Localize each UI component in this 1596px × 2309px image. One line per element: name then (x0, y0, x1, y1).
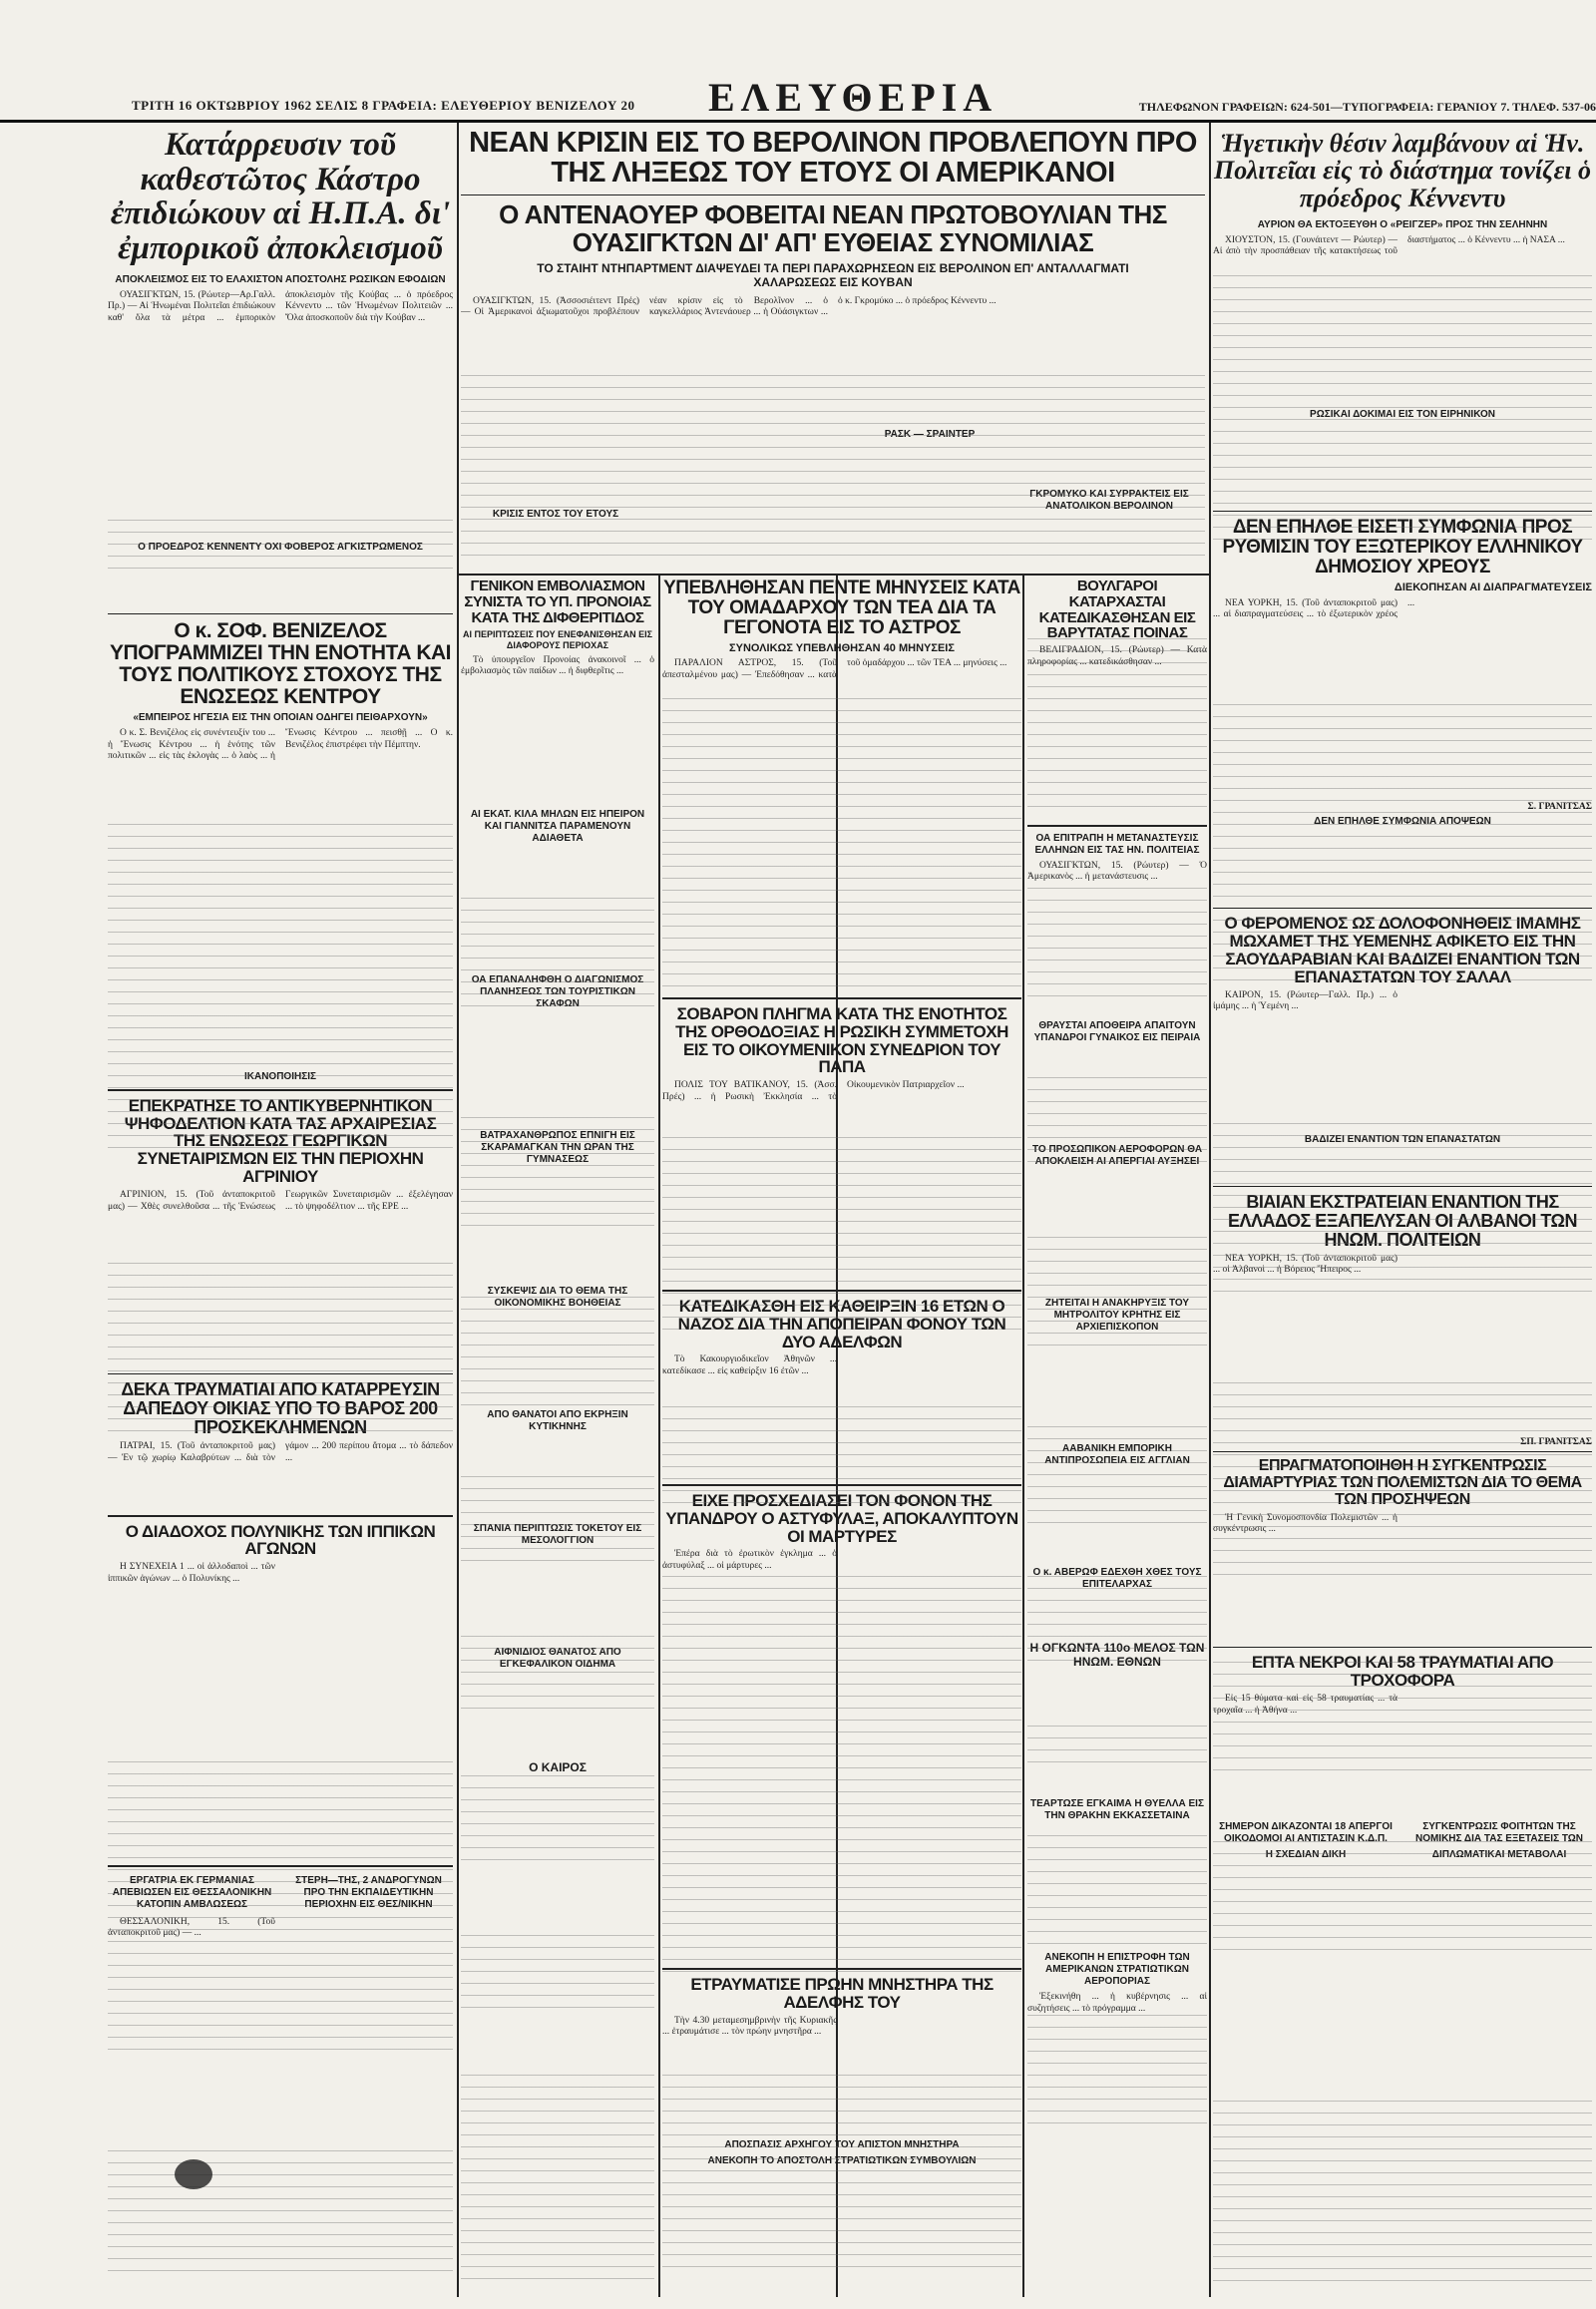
headline: ΣΟΒΑΡΟΝ ΠΛΗΓΜΑ ΚΑΤΑ ΤΗΣ ΕΝΟΤΗΤΟΣ ΤΗΣ ΟΡΘΟΔΟΞΙΑΣ Η ΡΩΣΙΚΗ ΣΥΜΜΕΤΟΧΗ ΕΙΣ ΤΟ ΟΙΚΟΥΜΕΝΙΚΟΝ ΣΥΝΕΔΡΙΟΝ ΤΟΥ ΠΑΠΑ (675, 1003, 1008, 1077)
kicker: ΑΠΟΣΠΑΣΙΣ ΑΡΧΗΓΟΥ ΤΟΥ ΑΠΙΣΤΟΝ ΜΝΗΣΤΗΡΑ (724, 2138, 960, 2150)
section-rule (662, 1968, 1021, 1970)
text-lines (461, 1476, 654, 1566)
text-lines (1213, 2101, 1592, 2290)
subheadline: ΑΥΡΙΟΝ ΘΑ ΕΚΤΟΞΕΥΘΗ Ο «ΡΕΙΓΖΕΡ» ΠΡΟΣ ΤΗΝ ΣΕΛΗΝΗΝ (1257, 218, 1548, 230)
section-rule (1027, 825, 1207, 827)
text-lines (662, 1406, 1021, 1506)
kicker: ΑΝΕΚΟΠΗ Η ΕΠΙΣΤΡΟΦΗ ΤΩΝ ΑΜΕΡΙΚΑΝΩΝ ΣΤΡΑΤΙΩΤΙΚΩΝ ΑΕΡΟΠΟΡΙΑΣ (1044, 1952, 1190, 1988)
text-lines (461, 898, 654, 1017)
kicker: ΘΡΑΥΣΤΑΙ ΑΠΟΘΕΙΡΑ ΑΠΑΙΤΟΥΝ ΥΠΑΝΔΡΟΙ ΓΥΝΑΙΚΟΣ ΕΙΣ ΠΕΙΡΑΙΑ (1033, 1019, 1201, 1043)
text-lines (461, 1117, 654, 1227)
text-lines (1213, 704, 1592, 986)
headline: ΒΙΑΙΑΝ ΕΚΣΤΡΑΤΕΙΑΝ ΕΝΑΝΤΙΟΝ ΤΗΣ ΕΛΛΑΔΟΣ ΕΞΑΠΕΛΥΣΑΝ ΟΙ ΑΛΒΑΝΟΙ ΤΩΝ ΗΝΩΜ. ΠΟΛΙΤΕΙΩΝ (1228, 1192, 1577, 1250)
article-body: ΘΕΣΣΑΛΟΝΙΚΗ, 15. (Τοῦ ἀνταποκριτοῦ μας) — ... (108, 1916, 275, 1939)
kicker: ΣΠΑΝΙΑ ΠΕΡΙΠΤΩΣΙΣ ΤΟΚΕΤΟΥ ΕΙΣ ΜΕΣΟΛΟΓΓΙΟΝ (473, 1522, 642, 1546)
headline: Ο ΦΕΡΟΜΕΝΟΣ ΩΣ ΔΟΛΟΦΟΝΗΘΕΙΣ ΙΜΑΜΗΣ ΜΩΧΑΜΕΤ ΤΗΣ ΥΕΜΕΝΗΣ ΑΦΙΚΕΤΟ ΕΙΣ ΤΗΝ ΣΑΟΥΔΑΡΑΒΙΑΝ ΚΑΙ ΒΑΔΙΖΕΙ ΕΝΑΝΤΙΟΝ ΤΩΝ ΕΠΑΝΑΣΤΑΤΩΝ ΤΟΥ ΣΑΛΑΛ (1224, 914, 1581, 986)
kicker: ΔΕΝ ΕΠΗΛΘΕ ΣΥΜΦΩΝΙΑ ΑΠΟΨΕΩΝ (1314, 815, 1491, 827)
article-body: ΠΑΤΡΑΙ, 15. (Τοῦ ἀνταποκριτοῦ μας) — Ἐν τῷ χωρίῳ Καλαβρύτων ... διὰ τὸν γάμον ... 200 περίπου ἄτομα ... τὸ δάπεδον ... (108, 1441, 453, 1463)
kicker: ΣΥΣΚΕΨΙΣ ΔΙΑ ΤΟ ΘΕΜΑ ΤΗΣ ΟΙΚΟΝΟΜΙΚΗΣ ΒΟΗΘΕΙΑΣ (487, 1285, 628, 1309)
article-body: ΚΑΪΡΟΝ, 15. (Ρώυτερ—Γαλλ. Πρ.) ... ὁ ἰμάμης ... ἡ Ὑεμένη ... (1213, 989, 1397, 1012)
text-lines (662, 1576, 1021, 1975)
text-lines (461, 1775, 654, 1865)
kicker: ΑΠΟ ΘΑΝΑΤΟΙ ΑΠΟ ΕΚΡΗΞΙΝ ΚΥΤΙΚΗΝΗΣ (487, 1408, 628, 1432)
kicker: ΡΩΣΙΚΑΙ ΔΟΚΙΜΑΙ ΕΙΣ ΤΟΝ ΕΙΡΗΝΙΚΟΝ (1310, 408, 1495, 420)
text-lines (1027, 1077, 1207, 1167)
kicker: Ο κ. ΑΒΕΡΩΦ ΕΔΕΧΘΗ ΧΘΕΣ ΤΟΥΣ ΕΠΙΤΕΛΑΡΧΑΣ (1032, 1566, 1202, 1590)
subheadline: ΣΥΝΟΛΙΚΩΣ ΥΠΕΒΛΗΘΗΣΑΝ 40 ΜΗΝΥΣΕΙΣ (729, 641, 955, 654)
kicker: ΟΑ ΕΠΑΝΑΛΗΦΘΗ Ο ΔΙΑΓΩΝΙΣΜΟΣ ΠΛΑΝΗΣΕΩΣ ΤΩΝ ΤΟΥΡΙΣΤΙΚΩΝ ΣΚΑΦΩΝ (471, 973, 644, 1009)
article-body: ΝΕΑ ΥΟΡΚΗ, 15. (Τοῦ ἀνταποκριτοῦ μας) ... αἱ διαπραγματεύσεις ... τὸ ἐξωτερικὸν χρέος ... (1213, 597, 1415, 620)
headline: ΥΠΕΒΛΗΘΗΣΑΝ ΠΕΝΤΕ ΜΗΝΥΣΕΙΣ ΚΑΤΑ ΤΟΥ ΟΜΑΔΑΡΧΟΥ ΤΩΝ ΤΕΑ ΔΙΑ ΤΑ ΓΕΓΟΝΟΤΑ ΕΙΣ ΤΟ ΑΣΤΡΟΣ (663, 578, 1020, 638)
kicker: ΑΙΦΝΙΔΙΟΣ ΘΑΝΑΤΟΣ ΑΠΟ ΕΓΚΕΦΑΛΙΚΟΝ ΟΙΔΗΜΑ (494, 1646, 621, 1670)
headline: ΕΠΕΚΡΑΤΗΣΕ ΤΟ ΑΝΤΙΚΥΒΕΡΝΗΤΙΚΟΝ ΨΗΦΟΔΕΛΤΙΟΝ ΚΑΤΑ ΤΑΣ ΑΡΧΑΙΡΕΣΙΑΣ ΤΗΣ ΕΝΩΣΕΩΣ ΓΕΩΡΓΙΚΩΝ ΣΥΝΕΤΑΙΡΙΣΜΩΝ ΕΙΣ ΤΗΝ ΠΕΡΙΟΧΗΝ ΑΓΡΙΝΙΟΥ (124, 1095, 437, 1187)
article-body: Εἰς 15 θύματα καὶ εἰς 58 τραυματίας ... τὰ τροχαῖα ... ἡ Ἀθήνα ... (1213, 1693, 1397, 1716)
kicker: ΣΤΕΡΗ—ΤΗΣ, 2 ΑΝΔΡΟΓΥΝΩΝ ΠΡΟ ΤΗΝ ΕΚΠΑΙΔΕΥΤΙΚΗΝ ΠΕΡΙΟΧΗΝ ΕΙΣ ΘΕΣ/ΝΙΚΗΝ (295, 1874, 442, 1910)
kicker: Η ΟΓΚΩΝΤΑ 110ο ΜΕΛΟΣ ΤΩΝ ΗΝΩΜ. ΕΘΝΩΝ (1029, 1640, 1205, 1669)
kicker: ΖΗΤΕΙΤΑΙ Η ΑΝΑΚΗΡΥΞΙΣ ΤΟΥ ΜΗΤΡΟΛΙΤΟΥ ΚΡΗΤΗΣ ΕΙΣ ΑΡΧΙΕΠΙΣΚΟΠΟΝ (1044, 1297, 1190, 1333)
kicker: ΔΙΠΛΩΜΑΤΙΚΑΙ ΜΕΤΑΒΟΛΑΙ (1431, 1848, 1567, 1860)
headline: ΝΕΑΝ ΚΡΙΣΙΝ ΕΙΣ ΤΟ ΒΕΡΟΛΙΝΟΝ ΠΡΟΒΛΕΠΟΥΝ ΠΡΟ ΤΗΣ ΛΗΞΕΩΣ ΤΟΥ ΕΤΟΥΣ ΟΙ ΑΜΕΡΙΚΑΝΟΙ (469, 127, 1197, 190)
article-body: Ἐπέρα διὰ τὸ ἐρωτικὸν ἐγκλημα ... ὁ ἀστυφύλαξ ... οἱ μάρτυρες ... (662, 1549, 837, 1571)
kicker: ΡΑΣΚ — ΣΡΑΙΝΤΕΡ (884, 429, 976, 440)
subheadline: ΤΟ ΣΤΑΙΗΤ ΝΤΗΠΑΡΤΜΕΝΤ ΔΙΑΨΕΥΔΕΙ ΤΑ ΠΕΡΙ ΠΑΡΑΧΩΡΗΣΕΩΝ ΕΙΣ ΒΕΡΟΛΙΝΟΝ ΕΠ' ΑΝΤΑΛΛΑΓΜΑΤΙ ΧΑΛΑΡΩΣΕΩΣ ΕΙΣ ΚΟΥΒΑΝ (537, 260, 1129, 289)
article-body: Ο κ. Σ. Βενιζέλος εἰς συνέντευξίν του ... ἡ Ἕνωσις Κέντρου ... ἡ ἑνότης τῶν πολιτικῶν ... εἰς τὰς ἐκλογὰς ... ὁ λαὸς ... ἡ Ἕνωσις Κέντρου ... πεισθῇ ... Ο κ. Βενιζέλος ἐπιστρέφει τὴν Πέμπτην. (108, 728, 453, 762)
headline: ΓΕΝΙΚΟΝ ΕΜΒΟΛΙΑΣΜΟΝ ΣΥΝΙΣΤΑ ΤΟ ΥΠ. ΠΡΟΝΟΙΑΣ ΚΑΤΑ ΤΗΣ ΔΙΦΘΕΡΙΤΙΔΟΣ (464, 578, 651, 626)
byline: ΣΠ. ΓΡΑΝΙΤΣΑΣ (1520, 1436, 1592, 1447)
column-rule (1022, 574, 1024, 2297)
kicker: ΑΙ ΠΕΡΙΠΤΩΣΕΙΣ ΠΟΥ ΕΝΕΦΑΝΙΣΘΗΣΑΝ ΕΙΣ ΔΙΑΦΟΡΟΥΣ ΠΕΡΙΟΧΑΣ (463, 629, 652, 651)
article-body: ΟΥΑΣΙΓΚΤΩΝ, 15. (Ἀσσοσιέιτεντ Πρές) — Οἱ Ἀμερικανοὶ ἀξιωματοῦχοι προβλέπουν νέαν κρίσιν εἰς τὸ Βερολῖνον ... ὁ καγκελλάριος Ἀντενάουερ ... ἡ Οὐάσιγκτων ... ὁ κ. Γκρομύκο ... ὁ πρόεδρος Κέννεντυ ... (461, 295, 997, 318)
kicker: Ο ΚΑΙΡΟΣ (529, 1759, 587, 1774)
article-body: ΟΥΑΣΙΓΚΤΩΝ, 15. (Ρώυτερ—Αρ.Γαλλ. Πρ.) — Αἱ Ἡνωμέναι Πολιτεῖαι ἐπιδιώκουν καθ' ὅλα τὰ μέτρα ... ἐμπορικὸν ἀποκλεισμὸν τῆς Κούβας ... ὁ πρόεδρος Κέννεντυ ... τῶν Ἡνωμένων Πολιτειῶν ... Ὅλα ἀποσκοποῦν διὰ τὴν Κούβαν ... (108, 289, 453, 323)
newspaper-title: ΕΛΕΥΘΕΡΙΑ (708, 75, 998, 120)
text-lines (1213, 1662, 1592, 1781)
kicker: Ο ΠΡΟΕΔΡΟΣ ΚΕΝΝΕΝΤΥ ΟΧΙ ΦΟΒΕΡΟΣ ΑΓΚΙΣΤΡΩΜΕΝΟΣ (138, 541, 423, 553)
article-body: Τὸ Κακουργιοδικεῖον Ἀθηνῶν ... κατεδίκασε ... εἰς καθείρξιν 16 ἐτῶν ... (662, 1354, 837, 1376)
section-rule (662, 1290, 1021, 1292)
article-body: ΠΟΛΙΣ ΤΟΥ ΒΑΤΙΚΑΝΟΥ, 15. (Ἀσσ. Πρές) ... ἡ Ρωσικὴ Ἐκκλησία ... τὸ Οἰκουμενικὸν Πατριαρχεῖον ... (662, 1080, 965, 1102)
subheadline: ΑΠΟΚΛΕΙΣΜΟΣ ΕΙΣ ΤΟ ΕΛΑΧΙΣΤΟΝ ΑΠΟΣΤΟΛΗΣ ΡΩΣΙΚΩΝ ΕΦΟΔΙΩΝ (115, 273, 446, 285)
kicker: ΙΚΑΝΟΠΟΙΗΣΙΣ (243, 1071, 316, 1083)
kicker: ΑΝΕΚΟΠΗ ΤΟ ΑΠΟΣΤΟΛΗ ΣΤΡΑΤΙΩΤΙΚΩΝ ΣΥΜΒΟΥΛΙΩΝ (707, 2154, 977, 2166)
section-rule (1213, 1647, 1592, 1649)
kicker: ΑΙ ΕΚΑΤ. ΚΙΛΑ ΜΗΛΩΝ ΕΙΣ ΗΠΕΙΡΟΝ ΚΑΙ ΓΙΑΝΝΙΤΣΑ ΠΑΡΑΜΕΝΟΥΝ ΑΔΙΑΘΕΤΑ (470, 808, 645, 844)
headline: Ο ΔΙΑΔΟΧΟΣ ΠΟΛΥΝΙΚΗΣ ΤΩΝ ΙΠΠΙΚΩΝ ΑΓΩΝΩΝ (125, 1521, 436, 1559)
text-lines (1213, 1841, 1592, 1961)
section-rule (1213, 1451, 1592, 1453)
column-rule (1209, 123, 1211, 2297)
text-lines (1213, 1123, 1592, 1303)
kicker: ΓΚΡΟΜΥΚΟ ΚΑΙ ΣΥΡΡΑΚΤΕΙΣ ΕΙΣ ΑΝΑΤΟΛΙΚΟΝ ΒΕΡΟΛΙΝΟΝ (1029, 489, 1189, 512)
subheadline: ΔΙΕΚΟΠΗΣΑΝ ΑΙ ΔΙΑΠΡΑΓΜΑΤΕΥΣΕΙΣ (1394, 581, 1592, 594)
text-lines (1027, 1426, 1207, 1526)
article-body: ΠΑΡΑΛΙΟΝ ΑΣΤΡΟΣ, 15. (Τοῦ ἀπεσταλμένου μας) — Ἐπεδόθησαν ... κατὰ τοῦ ὁμαδάρχου ... τῶν ΤΕΑ ... μηνύσεις ... (662, 658, 1007, 681)
section-rule (108, 1089, 453, 1091)
text-lines (1027, 888, 1207, 1007)
headline: ΕΠΤΑ ΝΕΚΡΟΙ ΚΑΙ 58 ΤΡΑΥΜΑΤΙΑΙ ΑΠΟ ΤΡΟΧΟΦΟΡΑ (1251, 1653, 1554, 1691)
section-rule (108, 1515, 453, 1517)
headline: Ο κ. ΣΟΦ. ΒΕΝΙΖΕΛΟΣ ΥΠΟΓΡΑΜΜΙΖΕΙ ΤΗΝ ΕΝΟΤΗΤΑ ΚΑΙ ΤΟΥΣ ΠΟΛΙΤΙΚΟΥΣ ΣΤΟΧΟΥΣ ΤΗΣ ΕΝΩΣΕΩΣ ΚΕΝΤΡΟΥ (110, 619, 451, 709)
article-body: ΟΥΑΣΙΓΚΤΩΝ, 15. (Ρώυτερ) — Ὁ Ἀμερικανὸς ... ἡ μετανάστευσις ... (1027, 860, 1207, 883)
article-body: Η ΣΥΝΕΧΕΙΑ 1 ... οἱ ἀλλοδαποὶ ... τῶν ἱππικῶν ἀγώνων ... ὁ Πολυνίκης ... (108, 1562, 275, 1584)
kicker: «ΕΜΠΕΙΡΟΣ ΗΓΕΣΙΑ ΕΙΣ ΤΗΝ ΟΠΟΙΑΝ ΟΔΗΓΕΙ ΠΕΙΘΑΡΧΟΥΝ» (133, 712, 428, 724)
headline: ΕΙΧΕ ΠΡΟΣΧΕΔΙΑΣΕΙ ΤΟΝ ΦΟΝΟΝ ΤΗΣ ΥΠΑΝΔΡΟΥ Ο ΑΣΤΥΦΥΛΑΞ, ΑΠΟΚΑΛΥΠΤΟΥΝ ΟΙ ΜΑΡΤΥΡΕΣ (665, 1490, 1018, 1546)
text-lines (1213, 1382, 1592, 1582)
headline: ΒΟΥΛΓΑΡΟΙ ΚΑΤΑΡΧΑΣΤΑΙ ΚΑΤΕΔΙΚΑΣΘΗΣΑΝ ΕΙΣ ΒΑΡΥΤΑΤΑΣ ΠΟΙΝΑΣ (1038, 578, 1196, 642)
text-lines (662, 698, 1021, 997)
kicker: ΒΑΔΙΖΕΙ ΕΝΑΝΤΙΟΝ ΤΩΝ ΕΠΑΝΑΣΤΑΤΩΝ (1304, 1133, 1501, 1145)
section-rule (457, 574, 1209, 576)
headline: Κατάρρευσιν τοῦ καθεστῶτος Κάστρο ἐπιδιώκουν αἱ Η.Π.Α. δι' ἐμπορικοῦ ἀποκλεισμοῦ (110, 127, 451, 266)
headline: ΚΑΤΕΔΙΚΑΣΘΗ ΕΙΣ ΚΑΘΕΙΡΞΙΝ 16 ΕΤΩΝ Ο ΝΑΖΟΣ ΔΙΑ ΤΗΝ ΑΠΟΠΕΙΡΑΝ ΦΟΝΟΥ ΤΩΝ ΔΥΟ ΑΔΕΛΦΩΝ (677, 1296, 1006, 1351)
article-body: Τὸ ὑπουργεῖον Προνοίας ἀνακοινοῖ ... ὁ ἐμβολιασμὸς τῶν παίδων ... ἡ διφθερῖτις ... (461, 654, 654, 677)
text-lines (461, 375, 1205, 565)
kicker: Η ΣΧΕΔΙΑΝ ΔΙΚΗ (1265, 1848, 1347, 1860)
column-rule (658, 574, 660, 2297)
column-right-briefs (1027, 578, 1207, 2294)
section-rule (662, 997, 1021, 999)
text-lines (108, 520, 453, 570)
column-center-top (461, 126, 1205, 575)
text-lines (108, 824, 453, 1153)
section-rule (108, 613, 453, 615)
article-body: ΝΕΑ ΥΟΡΚΗ, 15. (Τοῦ ἀνταποκριτοῦ μας) ... οἱ Ἀλβανοὶ ... ἡ Βόρειος Ἤπειρος ... (1213, 1253, 1397, 1276)
text-lines (1027, 1576, 1207, 1666)
column-left (108, 126, 453, 2300)
section-rule (1213, 511, 1592, 513)
section-rule (1213, 908, 1592, 910)
article-body: ΧΙΟΥΣΤΟΝ, 15. (Γουνάιτεντ — Ρώυτερ) — Αἱ ἀπὸ τὴν προσπάθειαν τῆς κατακτήσεως τοῦ διαστήματος ... ὁ Κέννεντυ ... ἡ ΝΑΣΑ ... (1213, 234, 1565, 257)
kicker: ΑΑΒΑΝΙΚΗ ΕΜΠΟΡΙΚΗ ΑΝΤΙΠΡΟΣΩΠΕΙΑ ΕΙΣ ΑΓΓΛΙΑΝ (1044, 1442, 1190, 1466)
text-lines (108, 1263, 453, 1432)
phones: ΤΗΛΕΦΩΝΟΝ ΓΡΑΦΕΙΩΝ: 624-501—ΤΥΠΟΓΡΑΦΕΙΑ: ΓΕΡΑΝΙΟΥ 7. ΤΗΛΕΦ. 537-06 (1138, 100, 1596, 114)
section-rule (461, 194, 1205, 196)
kicker: ΒΑΤΡΑΧΑΝΘΡΩΠΟΣ ΕΠΝΙΓΗ ΕΙΣ ΣΚΑΡΑΜΑΓΚΑΝ ΤΗΝ ΩΡΑΝ ΤΗΣ ΓΥΜΝΑΣΕΩΣ (480, 1129, 635, 1165)
headline: ΔΕΚΑ ΤΡΑΥΜΑΤΙΑΙ ΑΠΟ ΚΑΤΑΡΡΕΥΣΙΝ ΔΑΠΕΔΟΥ ΟΙΚΙΑΣ ΥΠΟ ΤΟ ΒΑΡΟΣ 200 ΠΡΟΣΚΕΚΛΗΜΕΝΩΝ (121, 1379, 440, 1438)
section-rule (108, 1373, 453, 1375)
text-lines (1027, 1835, 1207, 1955)
column-center-wide (662, 578, 1021, 2294)
headline: Ἡγετικὴν θέσιν λαμβάνουν αἱ Ἡν. Πολιτεῖαι εἰς τὸ διάστημα τονίζει ὁ πρόεδρος Κέννεντυ (1214, 129, 1591, 212)
headline: ΔΕΝ ΕΠΗΛΘΕ ΕΙΣΕΤΙ ΣΥΜΦΩΝΙΑ ΠΡΟΣ ΡΥΘΜΙΣΙΝ ΤΟΥ ΕΞΩΤΕΡΙΚΟΥ ΕΛΛΗΝΙΚΟΥ ΔΗΜΟΣΙΟΥ ΧΡΕΟΥΣ (1222, 517, 1583, 578)
section-rule (1213, 1186, 1592, 1188)
article-body: ΑΓΡΙΝΙΟΝ, 15. (Τοῦ ἀνταποκριτοῦ μας) — Χθὲς συνελθοῦσα ... τῆς Ἑνώσεως Γεωργικῶν Συνεταιρισμῶν ... ἐξελέγησαν ... τὸ ψηφοδέλτιον ... τῆς ΕΡΕ ... (108, 1189, 453, 1212)
article-body: Τὴν 4.30 μεταμεσημβρινὴν τῆς Κυριακῆς ... ἐτραυμάτισε ... τὸν πρώην μνηστῆρα ... (662, 2015, 837, 2038)
text-lines (461, 1297, 654, 1406)
article-body: Ἐξεκινήθη ... ἡ κυβέρνησις ... αἱ συζητήσεις ... τὸ πρόγραμμα ... (1027, 1992, 1207, 2014)
kicker: ΕΡΓΑΤΡΙΑ ΕΚ ΓΕΡΜΑΝΙΑΣ ΑΠΕΒΙΩΣΕΝ ΕΙΣ ΘΕΣΣΑΛΟΝΙΚΗΝ ΚΑΤΟΠΙΝ ΑΜΒΛΩΣΕΩΣ (112, 1874, 272, 1910)
text-lines (461, 1935, 654, 2015)
text-lines (1027, 1726, 1207, 1765)
text-lines (108, 1761, 453, 2061)
text-lines (1027, 638, 1207, 818)
column-rule (457, 123, 459, 2297)
text-lines (108, 2150, 453, 2280)
article-body: ΒΕΛΙΓΡΑΔΙΟΝ, 15. (Ρώυτερ) — Κατὰ πληροφορίας ... κατεδικάσθησαν ... (1027, 645, 1207, 667)
text-lines (1213, 275, 1592, 545)
text-lines (1027, 2015, 1207, 2134)
kicker: ΤΟ ΠΡΟΣΩΠΙΚΟΝ ΑΕΡΟΦΟΡΩΝ ΘΑ ΑΠΟΚΛΕΙΣΗ ΑΙ ΑΠΕΡΓΙΑΙ ΑΥΞΗΣΕΙ (1031, 1143, 1203, 1167)
kicker: ΤΕΑΡΤΩΣΕ ΕΓΚΑΙΜΑ Η ΘΥΕΛΛΑ ΕΙΣ ΤΗΝ ΘΡΑΚΗΝ ΕΚΚΑΣΣΕΤΑΙΝΑ (1030, 1798, 1204, 1822)
masthead (120, 74, 1596, 118)
headline: ΕΠΡΑΓΜΑΤΟΠΟΙΗΘΗ Η ΣΥΓΚΕΝΤΡΩΣΙΣ ΔΙΑΜΑΡΤΥΡΙΑΣ ΤΩΝ ΠΟΛΕΜΙΣΤΩΝ ΔΙΑ ΤΟ ΘΕΜΑ ΤΩΝ ΠΡΟΣΗΨΕΩΝ (1223, 1457, 1582, 1508)
column-right (1213, 126, 1592, 2300)
text-lines (1027, 1237, 1207, 1356)
kicker: ΣΥΓΚΕΝΤΡΩΣΙΣ ΦΟΙΤΗΤΩΝ ΤΗΣ ΝΟΜΙΚΗΣ ΔΙΑ ΤΑΣ ΕΞΕΤΑΣΕΙΣ ΤΩΝ (1414, 1820, 1584, 1844)
ink-blot (175, 2159, 212, 2189)
text-lines (461, 2075, 654, 2284)
kicker: ΣΗΜΕΡΟΝ ΔΙΚΑΖΟΝΤΑΙ 18 ΑΠΕΡΓΟΙ ΟΙΚΟΔΟΜΟΙ ΑΙ ΑΝΤΙΣΤΑΣΙΝ Κ.Δ.Π. (1219, 1820, 1393, 1844)
text-lines (461, 1636, 654, 1716)
headline: Ο ΑΝΤΕΝΑΟΥΕΡ ΦΟΒΕΙΤΑΙ ΝΕΑΝ ΠΡΩΤΟΒΟΥΛΙΑΝ ΤΗΣ ΟΥΑΣΙΓΚΤΩΝ ΔΙ' ΑΠ' ΕΥΘΕΙΑΣ ΣΥΝΟΜΙΛΙΑΣ (499, 199, 1167, 257)
byline: Σ. ΓΡΑΝΙΤΣΑΣ (1527, 801, 1592, 812)
column-briefs (461, 578, 654, 2294)
masthead-rule (0, 120, 1596, 123)
article-body: Ἡ Γενικὴ Συνομοσπονδία Πολεμιστῶν ... ἡ συγκέντρωσις ... (1213, 1512, 1397, 1535)
headline: ΕΤΡΑΥΜΑΤΙΣΕ ΠΡΩΗΝ ΜΝΗΣΤΗΡΑ ΤΗΣ ΑΔΕΛΦΗΣ ΤΟΥ (690, 1974, 994, 2012)
text-lines (662, 1137, 1021, 1337)
kicker: ΟΑ ΕΠΙΤΡΑΠΗ Η ΜΕΤΑΝΑΣΤΕΥΣΙΣ ΕΛΛΗΝΩΝ ΕΙΣ ΤΑΣ ΗΝ. ΠΟΛΙΤΕΙΑΣ (1034, 832, 1200, 856)
text-lines (662, 2075, 1021, 2274)
kicker: ΚΡΙΣΙΣ ΕΝΤΟΣ ΤΟΥ ΕΤΟΥΣ (492, 509, 619, 520)
dateline: ΤΡΙΤΗ 16 ΟΚΤΩΒΡΙΟΥ 1962 ΣΕΛΙΣ 8 ΓΡΑΦΕΙΑ: ΕΛΕΥΘΕΡΙΟΥ ΒΕΝΙΖΕΛΟΥ 20 (132, 98, 635, 113)
section-rule (662, 1484, 1021, 1486)
section-rule (108, 1865, 453, 1867)
